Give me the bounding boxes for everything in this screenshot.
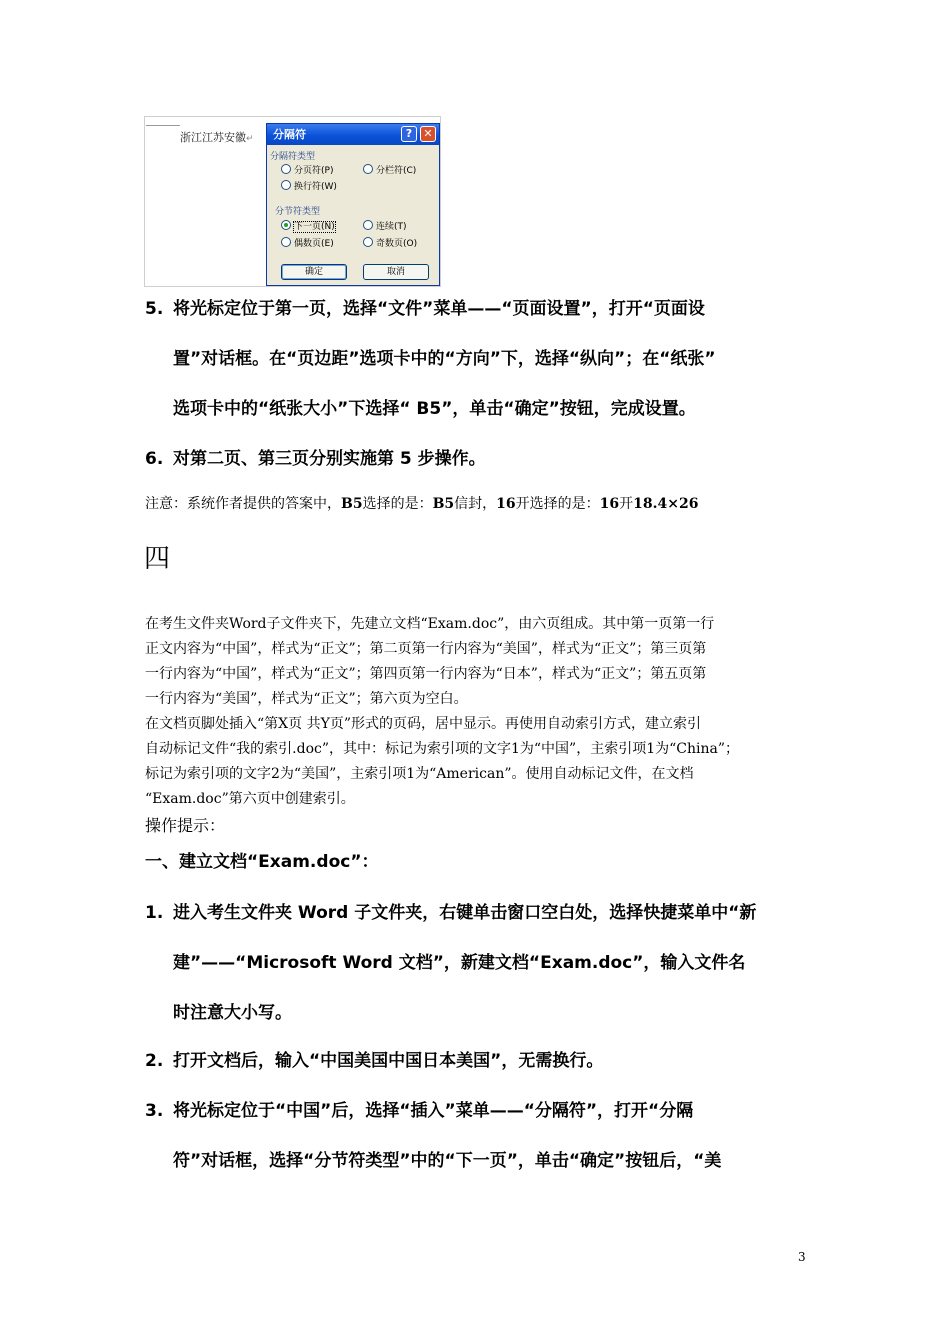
note-bold: 16 [599, 496, 620, 512]
radio-icon [363, 237, 373, 247]
radio-label: 分页符(P) [294, 166, 334, 176]
radio-label: 连续(T) [376, 222, 407, 232]
radio-icon [281, 180, 291, 190]
radio-wrap-break[interactable] [281, 179, 337, 192]
paragraph-mark-icon: ↵ [246, 134, 254, 144]
body-line: 一行内容为“美国”，样式为“正文”；第六页为空白。 [145, 691, 468, 707]
radio-odd-page[interactable] [363, 236, 417, 249]
help-icon[interactable]: ? [401, 126, 417, 142]
radio-icon [363, 164, 373, 174]
step-line: 将光标定位于第一页，选择“文件”菜单——“页面设置”，打开“页面设 [173, 299, 705, 319]
hint-label: 操作提示： [145, 816, 226, 835]
radio-selected-icon [281, 220, 291, 230]
screenshot-doc-text: 浙江江苏安徽 [180, 131, 246, 144]
dialog-title: 分隔符 [273, 128, 306, 141]
radio-page-break[interactable] [281, 163, 333, 176]
radio-label: 偶数页(E) [294, 239, 334, 249]
radio-label: 奇数页(O) [376, 239, 418, 249]
step-number: 5. [145, 299, 164, 319]
note-bold: 18.4×26 [633, 496, 699, 512]
radio-label: 分栏符(C) [376, 166, 417, 176]
step-number: 2. [145, 1051, 164, 1071]
section-type-group-label: 分节符类型 [275, 207, 321, 217]
radio-next-page[interactable] [281, 219, 335, 232]
radio-icon [281, 237, 291, 247]
step-line: 建”——“Microsoft Word 文档”，新建文档“Exam.doc”，输入文件名 [173, 953, 746, 973]
note-text: 注意：系统作者提供的答案中， [145, 496, 341, 512]
radio-continuous[interactable] [363, 219, 407, 232]
note-text: 开 [619, 496, 634, 512]
note-bold: 16 [496, 496, 516, 512]
radio-even-page[interactable] [281, 236, 334, 249]
radio-column-break[interactable] [363, 163, 416, 176]
section-heading: 一、建立文档“Exam.doc”： [145, 852, 379, 872]
note-line [145, 495, 698, 513]
break-dialog [266, 123, 440, 286]
step-line: 选项卡中的“纸张大小”下选择“ B5”，单击“确定”按钮，完成设置。 [173, 399, 696, 419]
note-bold: B5 [341, 496, 363, 512]
step-line: 置”对话框。在“页边距”选项卡中的“方向”下，选择“纵向”；在“纸张” [173, 349, 716, 369]
embedded-screenshot [144, 116, 441, 287]
note-text: 开选择的是： [515, 496, 600, 512]
step-line: 打开文档后，输入“中国美国中国日本美国”，无需换行。 [173, 1051, 604, 1071]
step-number: 6. [145, 449, 164, 469]
step-line: 时注意大小写。 [173, 1003, 292, 1023]
body-line: 自动标记文件“我的索引.doc”，其中：标记为索引项的文字1为“中国”，主索引项1为“China”； [145, 741, 740, 757]
note-text: 信封， [454, 496, 497, 512]
screenshot-document-text [180, 129, 254, 145]
radio-icon [363, 220, 373, 230]
body-line: 在文档页脚处插入“第X页 共Y页”形式的页码，居中显示。再使用自动索引方式，建立索引 [145, 716, 701, 732]
step-number: 3. [145, 1101, 164, 1121]
step-number: 1. [145, 903, 164, 923]
radio-label: 换行符(W) [294, 182, 337, 192]
step-line: 对第二页、第三页分别实施第 5 步操作。 [173, 449, 486, 469]
note-bold: B5 [432, 496, 455, 512]
step-line: 进入考生文件夹 Word 子文件夹，右键单击窗口空白处，选择快捷菜单中“新 [173, 903, 757, 923]
radio-icon [281, 164, 291, 174]
step-line: 符”对话框，选择“分节符类型”中的“下一页”，单击“确定”按钮后，“美 [173, 1151, 722, 1171]
page-number: 3 [798, 1250, 806, 1264]
section-number: 四 [144, 544, 171, 574]
cancel-button[interactable]: 取消 [363, 264, 429, 280]
body-line: 在考生文件夹Word子文件夹下，先建立文档“Exam.doc”，由六页组成。其中第一页第一行 [145, 616, 715, 632]
ok-button[interactable]: 确定 [281, 264, 347, 280]
close-icon[interactable]: ✕ [420, 126, 436, 142]
document-margin-mark [146, 125, 180, 126]
note-text: 选择的是： [362, 496, 433, 512]
body-line: “Exam.doc”第六页中创建索引。 [145, 791, 355, 807]
body-line: 一行内容为“中国”，样式为“正文”；第四页第一行内容为“日本”，样式为“正文”；第五页第 [145, 666, 707, 682]
radio-label: 下一页(N) [294, 222, 335, 232]
body-line: 标记为索引项的文字2为“美国”，主索引项1为“American”。使用自动标记文件，在文档 [145, 766, 694, 782]
step-line: 将光标定位于“中国”后，选择“插入”菜单——“分隔符”，打开“分隔 [173, 1101, 694, 1121]
body-line: 正文内容为“中国”，样式为“正文”；第二页第一行内容为“美国”，样式为“正文”；第三页第 [145, 641, 707, 657]
break-type-group-label: 分隔符类型 [270, 152, 316, 162]
